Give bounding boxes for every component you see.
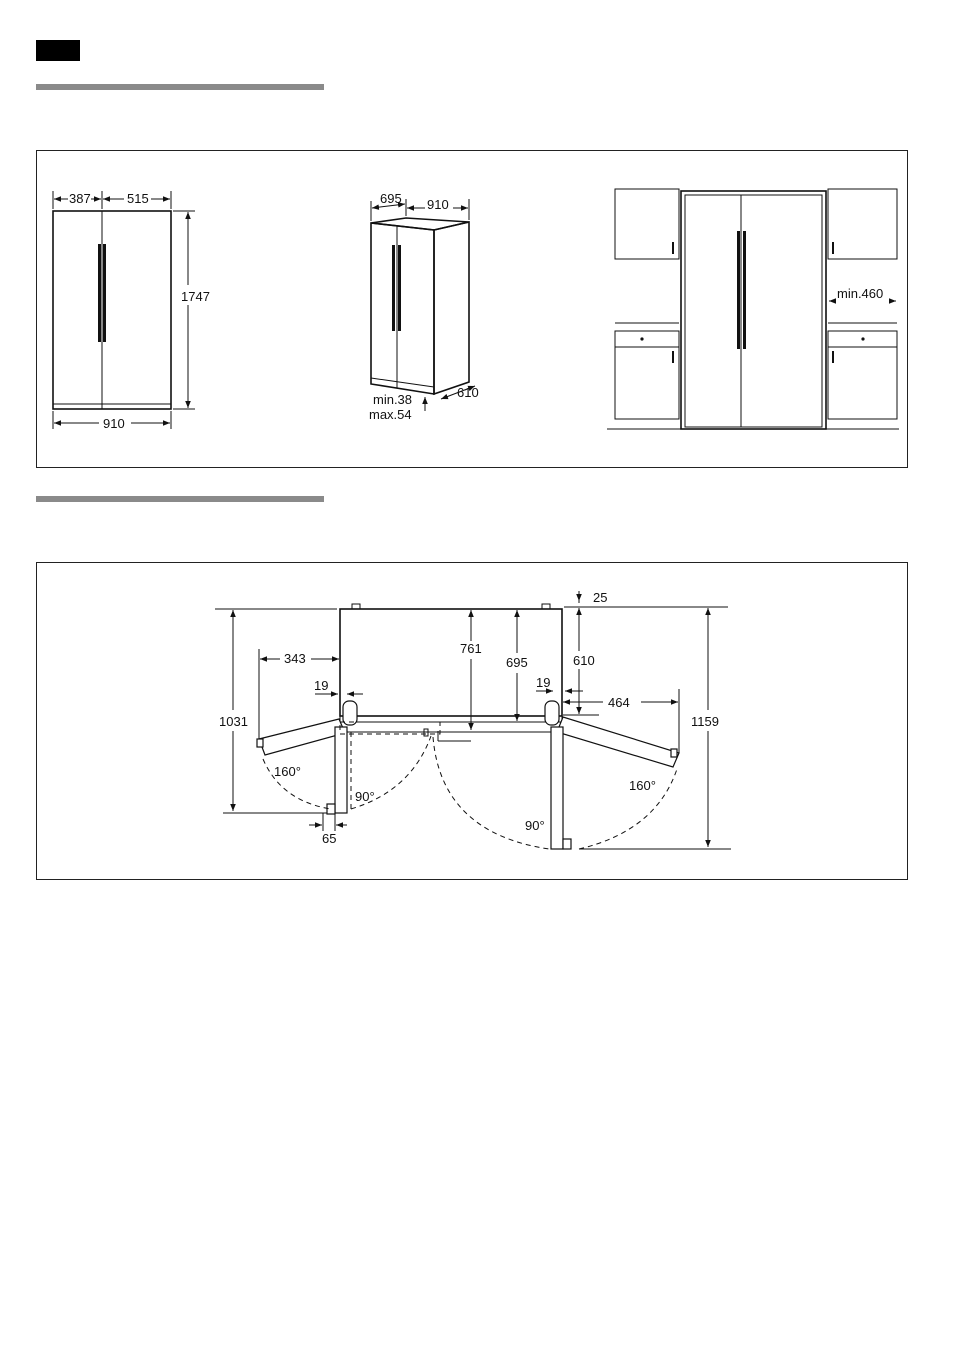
gap-min-label: min.38 xyxy=(373,392,413,407)
persp-handle-left-icon xyxy=(392,245,395,331)
gap-max-label: max.54 xyxy=(369,407,412,422)
total-width-label: 910 xyxy=(103,416,125,431)
angle-right-90-label: 90° xyxy=(525,818,545,833)
depth-761-label: 761 xyxy=(460,641,482,656)
left-door-90 xyxy=(335,727,347,813)
hinge-left-icon xyxy=(343,701,357,725)
height-label: 1747 xyxy=(181,289,210,304)
installed-fridge-outline xyxy=(681,191,826,429)
right-door-160 xyxy=(557,717,679,767)
dimensions-drawing xyxy=(37,151,909,469)
section-rule-door-opening xyxy=(36,496,324,502)
door-opening-drawing xyxy=(37,563,909,881)
hinge-right-icon xyxy=(545,701,559,725)
right-door-handle-icon xyxy=(671,749,677,757)
left-door-160 xyxy=(259,719,345,755)
angle-left-90-label: 90° xyxy=(355,789,375,804)
door-handle-right-icon xyxy=(103,244,106,342)
section-rule-dimensions xyxy=(36,84,324,90)
door-opening-panel xyxy=(36,562,908,880)
perspective-view xyxy=(369,191,479,422)
angle-left-wide-label: 160° xyxy=(274,764,301,779)
front-view xyxy=(53,191,210,431)
right-swing-reach-label: 464 xyxy=(608,695,630,710)
door-handle-left-icon xyxy=(98,244,101,342)
total-depth-right-label: 1159 xyxy=(691,714,719,729)
fridge-body-top-view xyxy=(340,609,562,716)
left-door-handle-icon xyxy=(257,739,263,747)
install-handle-left-icon xyxy=(737,231,740,349)
right-90-handle-icon xyxy=(563,839,571,849)
door-right-width-label: 515 xyxy=(127,191,149,206)
dimensions-panel xyxy=(36,150,908,468)
persp-depth-label: 695 xyxy=(380,191,402,206)
side-clearance-label: min.460 xyxy=(837,286,884,301)
top-offset-label: 25 xyxy=(593,590,608,605)
left-swing-reach-label: 343 xyxy=(284,651,306,666)
persp-width-label: 910 xyxy=(427,197,449,212)
hinge-left-label: 19 xyxy=(314,678,329,693)
installation-view xyxy=(607,189,899,429)
persp-body-depth-label: 610 xyxy=(457,385,479,400)
depth-610-label: 610 xyxy=(573,653,595,668)
door-left-width-label: 387 xyxy=(69,191,91,206)
total-depth-left-label: 1031 xyxy=(219,714,248,729)
depth-695-label: 695 xyxy=(506,655,528,670)
hinge-right-label: 19 xyxy=(536,675,551,690)
right-door-90 xyxy=(551,727,563,849)
install-handle-right-icon xyxy=(743,231,746,349)
persp-handle-right-icon xyxy=(398,245,401,331)
fridge-front-outline xyxy=(53,211,171,409)
section-marker xyxy=(36,40,80,61)
angle-right-wide-label: 160° xyxy=(629,778,656,793)
handle-offset-label: 65 xyxy=(322,831,337,846)
